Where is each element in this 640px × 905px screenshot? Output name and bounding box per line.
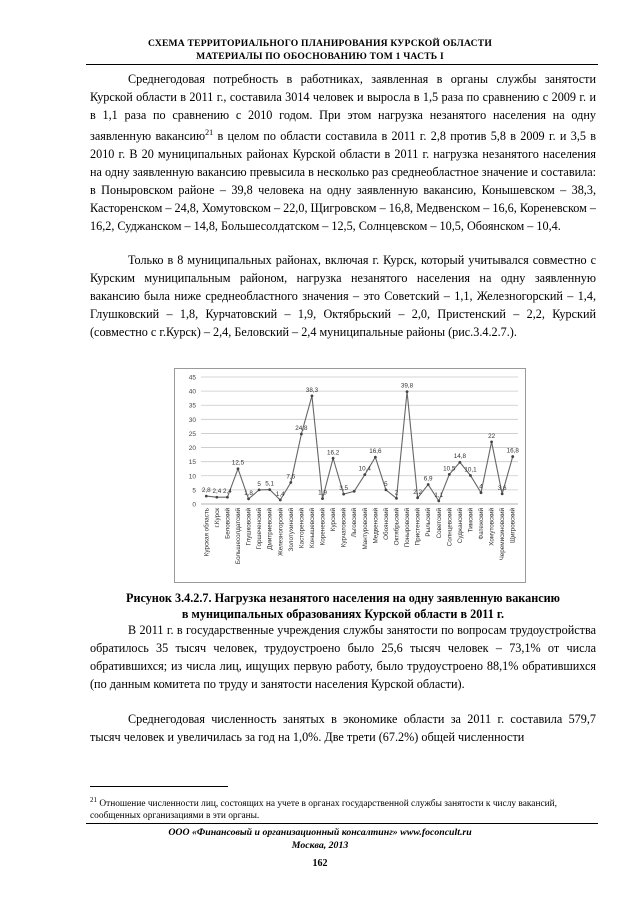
data-point — [501, 492, 504, 495]
x-tick-label: Касторенский — [298, 508, 306, 549]
x-tick-label: Льговский — [351, 508, 359, 538]
x-tick-label: Глушковский — [245, 508, 253, 546]
paragraph-text: Среднегодовая потребность в работниках, заявленная в органы службы занятости Курской области в 2011 г., составила 3014 человек и выросла в 1,5 раза по сравнению с 2009 г. и в 1,1 раза по сравнению с 2010 годом. При этом нагрузка незанятого населения на одну заявленную вакансию — [90, 72, 596, 144]
x-tick-label: Мантуровский — [361, 508, 369, 550]
data-label: 1,4 — [275, 491, 285, 499]
data-point — [353, 490, 356, 493]
page-number: 162 — [312, 858, 328, 869]
y-tick-label: 15 — [188, 459, 196, 467]
data-point — [300, 433, 303, 436]
data-point — [237, 467, 240, 470]
chart-y-axis — [189, 375, 197, 509]
y-tick-label: 45 — [188, 374, 196, 382]
x-tick-label: Курский — [330, 508, 338, 532]
footnote-rule — [90, 786, 228, 787]
footer-city-year: Москва, 2013 — [291, 840, 349, 851]
data-label: 2,4 — [212, 488, 222, 496]
x-tick-label: Солнцевский — [446, 508, 454, 547]
y-tick-label: 10 — [188, 473, 196, 481]
x-tick-label: Конышевский — [308, 508, 316, 548]
x-tick-label: Поныровский — [404, 508, 412, 548]
x-tick-label: Хомутовский — [488, 508, 496, 546]
y-tick-label: 0 — [192, 501, 196, 509]
data-label: 2,8 — [201, 487, 211, 495]
x-tick-label: Фатежский — [478, 508, 486, 540]
data-point — [469, 474, 472, 477]
data-point — [395, 497, 398, 500]
paragraph-employment-services: В 2011 г. в государственные учреждения службы занятости по вопросам трудоустройства обратилось 35 тысяч человек, трудоустроено было 25,6 тысяч человек – 73,1% от числа обратившихся; из числа лиц, ищущих первую работу, было трудоустроено 88,1% обратившихся (по данным комитета по труду и занятости населения Курской области). — [90, 623, 596, 691]
paragraph-labor-demand — [90, 70, 596, 235]
data-point — [448, 473, 451, 476]
data-point — [279, 499, 282, 502]
data-label: 39,8 — [400, 382, 414, 390]
header-title: СХЕМА ТЕРРИТОРИАЛЬНОГО ПЛАНИРОВАНИЯ КУРСКОЙ ОБЛАСТИ — [147, 38, 493, 49]
paragraph-employed-population: Среднегодовая численность занятых в экономике области за 2011 г. составила 579,7 тысяч человек и увеличилась за год на 1,0%. Две трети (67.2%) общей численности — [90, 712, 596, 744]
data-label: 1,8 — [244, 489, 253, 497]
data-point — [374, 456, 377, 459]
data-point — [363, 473, 366, 476]
line-chart — [175, 369, 525, 582]
x-tick-label: Обоянский — [382, 508, 390, 540]
paragraph-low-load-districts: Только в 8 муниципальных районах, включая г. Курск, который учитывался совместно с Курским муниципальным районом, нагрузка незанятого населения на одну заявленную вакансию была ниже среднеобластного значения – это Советский – 1,1, Железногорский – 1,4, Глушковский – 1,8, Курчатовский – 1,9, Октябрьский – 2,0, Пристенский – 2,2, Курский (совместно с г.Курск) – 2,4, Беловский – 2,4 муниципальные районы (рис.3.4.2.7.). — [90, 253, 596, 339]
series-line — [206, 392, 512, 501]
data-point — [268, 488, 271, 491]
data-point — [490, 441, 493, 444]
data-point — [215, 496, 218, 499]
x-tick-label: Кореневский — [319, 508, 327, 546]
data-label: 22 — [488, 432, 496, 440]
footnote-text: Отношение численности лиц, состоящих на учете в органах государственной службы занятости к числу вакансий, сообщенных организациями в эти органы. — [90, 799, 558, 821]
chart-series — [202, 383, 519, 503]
x-tick-label: Железногорский — [277, 508, 285, 557]
data-point — [480, 491, 483, 494]
data-point — [205, 495, 208, 498]
data-label: 10,4 — [358, 465, 371, 473]
x-tick-label: Рыльский — [425, 508, 433, 537]
data-label: 4 — [479, 483, 483, 491]
data-label: 16,6 — [369, 448, 382, 456]
data-label: 5,1 — [265, 480, 275, 488]
data-label: 2 — [394, 489, 399, 497]
data-point — [342, 493, 345, 496]
x-tick-label: Октябрьский — [393, 508, 401, 546]
data-point — [321, 497, 324, 500]
data-label: 3,5 — [339, 485, 349, 493]
x-tick-label: Золотухинский — [287, 508, 295, 552]
data-point — [258, 488, 261, 491]
data-label: 12,5 — [231, 459, 245, 467]
chart-x-axis — [202, 507, 516, 564]
data-point — [226, 496, 229, 499]
data-label: 1,9 — [318, 489, 327, 497]
y-tick-label: 20 — [188, 445, 196, 453]
x-tick-label: Черемисиновский — [499, 508, 507, 561]
data-point — [406, 390, 409, 393]
x-tick-label: Пристенский — [414, 508, 422, 546]
figure-caption-line2: в муниципальных образованиях Курской области в 2011 г. — [181, 607, 505, 621]
x-tick-label: Суджанский — [456, 508, 464, 544]
data-label: 14,8 — [453, 453, 467, 461]
y-tick-label: 30 — [188, 416, 196, 424]
data-point — [437, 499, 440, 502]
x-tick-label: Советский — [435, 508, 443, 539]
data-label: 2,2 — [413, 488, 422, 496]
header-rule — [86, 64, 598, 65]
x-tick-label: Большесолдатский — [234, 508, 242, 565]
data-label: 5 — [257, 480, 261, 488]
data-label: 38,3 — [305, 386, 319, 394]
x-tick-label: Дмитриевский — [266, 508, 274, 550]
x-tick-label: Медвенский — [372, 508, 380, 544]
x-tick-label: г.Курск — [213, 508, 221, 528]
data-label: 2,4 — [223, 488, 232, 496]
footnote-ref[interactable]: 21 — [205, 128, 214, 137]
data-label: 16,2 — [326, 449, 340, 457]
x-tick-label: Щигровский — [509, 508, 517, 543]
footnote-mark: 21 — [90, 796, 97, 804]
x-tick-label: Тимский — [467, 508, 475, 533]
data-point — [427, 483, 430, 486]
data-point — [458, 461, 461, 464]
header-subtitle: МАТЕРИАЛЫ ПО ОБОСНОВАНИЮ ТОМ 1 ЧАСТЬ I — [196, 51, 444, 62]
y-tick-label: 40 — [188, 388, 196, 396]
footer-company: ООО «Финансовый и организационный консалтинг» www.foconcult.ru — [168, 827, 472, 838]
data-point — [311, 395, 314, 398]
x-tick-label: Курская область — [203, 508, 211, 557]
y-tick-label: 25 — [188, 430, 196, 438]
data-point — [511, 455, 514, 458]
data-point — [247, 498, 250, 501]
data-label: 1,1 — [434, 491, 444, 499]
chart-grid — [201, 377, 518, 504]
footer-rule — [86, 823, 598, 824]
figure-frame — [174, 368, 526, 583]
data-label: 3,6 — [497, 484, 507, 492]
data-label: 10,1 — [464, 466, 477, 474]
y-tick-label: 5 — [192, 487, 196, 495]
footnote — [90, 795, 598, 822]
data-label: 7,6 — [286, 473, 296, 481]
data-point — [416, 496, 419, 499]
data-label: 6,9 — [423, 475, 433, 483]
data-label: 16,8 — [506, 447, 519, 455]
figure-caption-line1: Рисунок 3.4.2.7. Нагрузка незанятого населения на одну заявленную вакансию — [126, 591, 560, 605]
data-label: 5 — [384, 480, 388, 488]
paragraph-text: в целом по области составила в 2011 г. 2,8 против 5,8 в 2009 г. и 3,5 в 2010 г. В 20 муниципальных районах Курской области в 2011 г. нагрузка незанятого населения на одну заявленную вакансию превысила в несколько раз среднеобластное значение и составила: в Поныровском районе – 39,8 человека на одну заявленную вакансию, Конышевском – 38,3, Касторенском – 24,8, Хомутовском – 22,0, Щигровском – 16,8, Медвенском – 16,6, Кореневском – 16,2, Суджанском – 14,8, Большесолдатском – 12,5, Солнцевском – 10,5, Обоянском – 10,4. — [90, 129, 597, 234]
data-point — [385, 488, 388, 491]
data-point — [332, 457, 335, 460]
x-tick-label: Беловский — [224, 508, 232, 539]
data-label: 10,5 — [443, 465, 456, 473]
x-tick-label: Курчатовский — [340, 508, 348, 548]
data-point — [289, 481, 292, 484]
data-label: 24,8 — [295, 425, 308, 433]
y-tick-label: 35 — [188, 402, 196, 410]
x-tick-label: Горшеченский — [256, 508, 264, 550]
